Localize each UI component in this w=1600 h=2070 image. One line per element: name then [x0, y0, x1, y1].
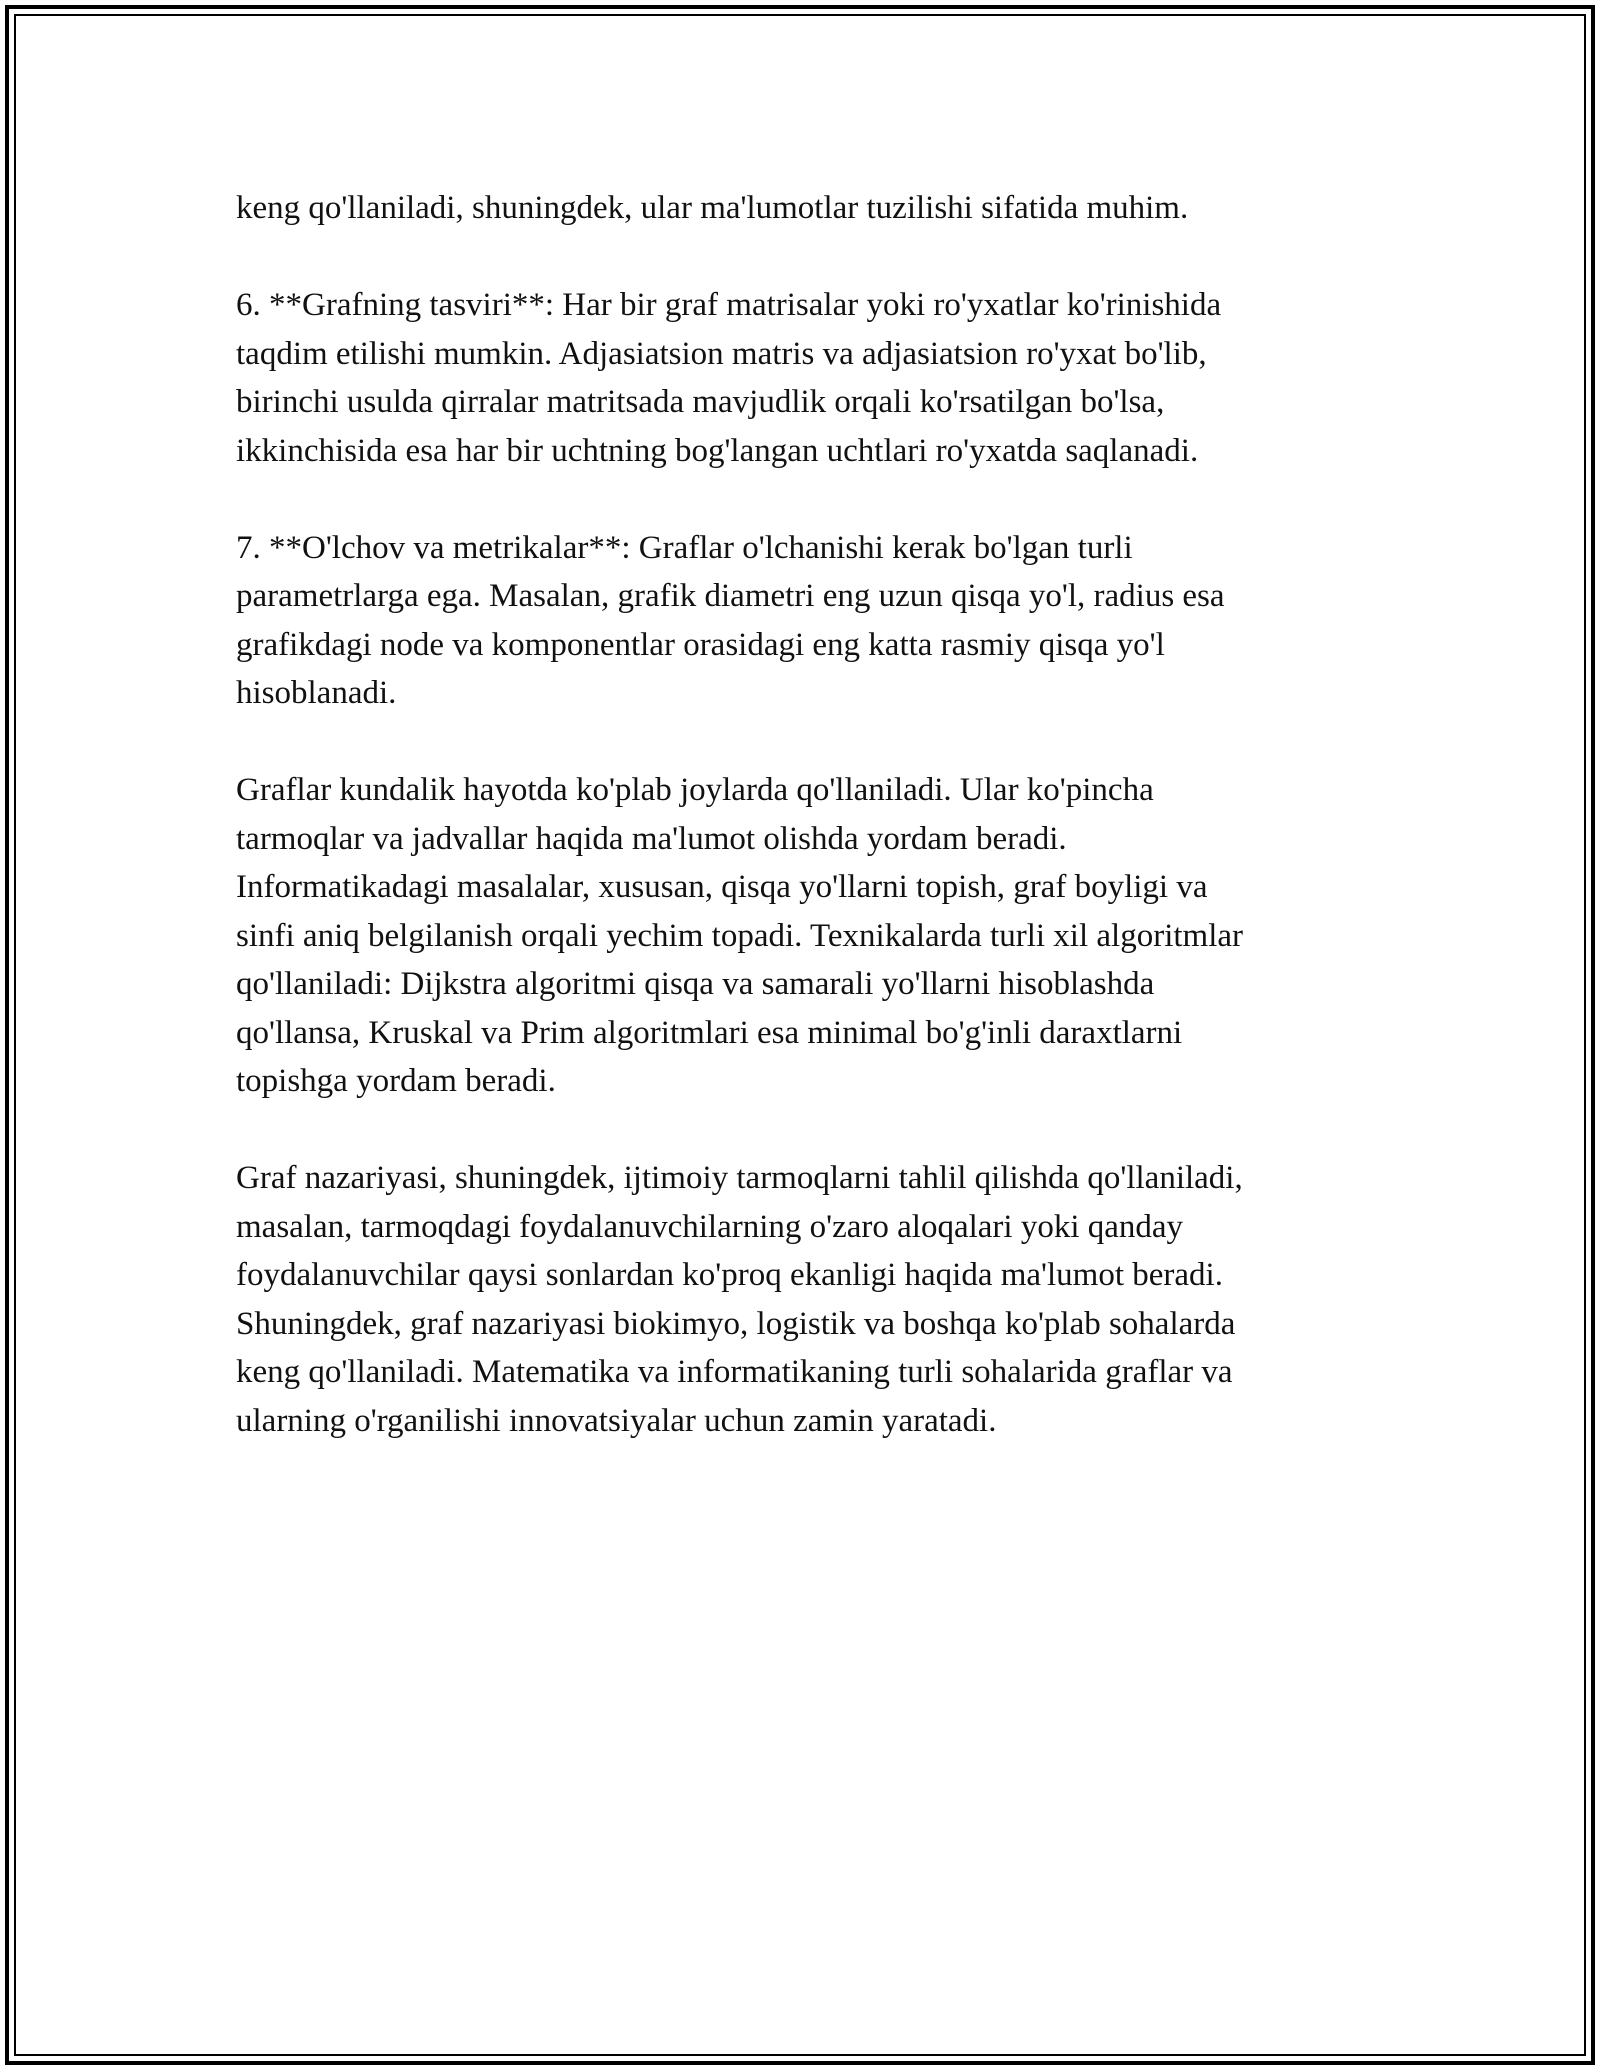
- paragraph-social-networks: Graf nazariyasi, shuningdek, ijtimoiy tarmoqlarni tahlil qilishda qo'llaniladi, masalan, tarmoqdagi foydalanuvchilarning o'zaro aloqalari yoki qanday foydalanuvchilar qaysi sonlardan ko'proq ekanligi haqida ma'lumot beradi. Shuningdek, graf nazariyasi biokimyo, logistik va boshqa ko'plab sohalarda keng qo'llaniladi. Matematika va informatikaning turli sohalarida graflar va ularning o'rganilishi innovatsiyalar uchun zamin yaratadi.: [236, 1160, 1243, 1439]
- paragraph-item-7-measures-metrics: 7. **O'lchov va metrikalar**: Graflar o'lchanishi kerak bo'lgan turli parametrlarga ega. Masalan, grafik diametri eng uzun qisqa yo'l, radius esa grafikdagi node va komponentlar orasidagi eng katta rasmiy qisqa yo'l hisoblanadi.: [236, 529, 1225, 711]
- document-body: [236, 184, 1376, 1494]
- paragraph-everyday-applications: Graflar kundalik hayotda ko'plab joylarda qo'llaniladi. Ular ko'pincha tarmoqlar va jadvallar haqida ma'lumot olishda yordam beradi. Informatikadagi masalalar, xususan, qisqa yo'llarni topish, graf boyligi va sinfi aniq belgilanish orqali yechim topadi. Texnikalarda turli xil algoritmlar qo'llaniladi: Dijkstra algoritmi qisqa va samarali yo'llarni hisoblashda qo'llansa, Kruskal va Prim algoritmlari esa minimal bo'g'inli daraxtlarni topishga yordam beradi.: [236, 772, 1243, 1099]
- paragraph-item-6-graph-representation: 6. **Grafning tasviri**: Har bir graf matrisalar yoki ro'yxatlar ko'rinishida taqdim etilishi mumkin. Adjasiatsion matris va adjasiatsion ro'yxat bo'lib, birinchi usulda qirralar matritsada mavjudlik orqali ko'rsatilgan bo'lsa, ikkinchisida esa har bir uchtning bog'langan uchtlari ro'yxatda saqlanadi.: [236, 287, 1222, 469]
- paragraph-continuation: keng qo'llaniladi, shuningdek, ular ma'lumotlar tuzilishi sifatida muhim.: [236, 190, 1189, 226]
